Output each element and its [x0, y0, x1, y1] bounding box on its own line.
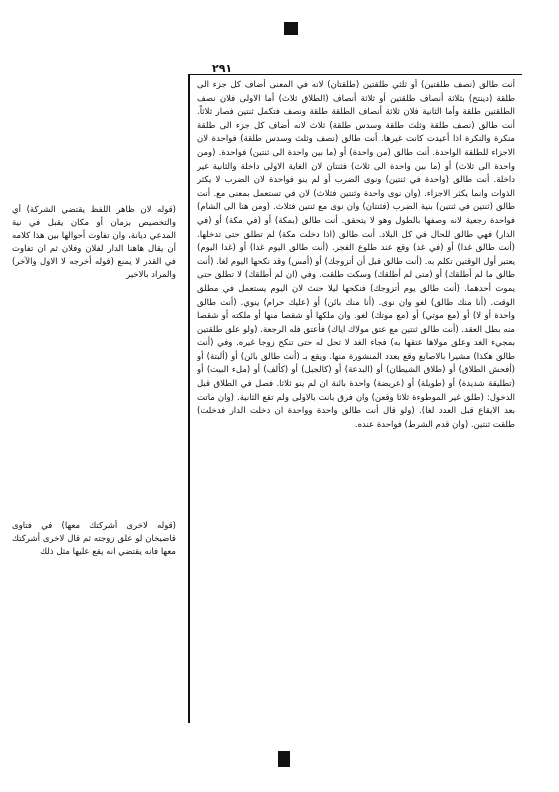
main-text-block — [197, 79, 515, 719]
margin-commentary-lower-paragraph: (قوله لاخرى أشركتك معها) في فتاوى قاضيخان لو علق زوجته ثم قال لاخرى أشركتك معها فانه يقتضي انه يقع عليها مثل ذلك — [12, 521, 176, 557]
main-text-paragraph: أنت طالق (نصف طلقتين) أو ثلثي طلقتين (طلقتان) لانه في المعنى أضاف كل جزء الى طلقة (دينتح) بثلاثة أنصاف طلقتين أو ثلاثة أنصاف (الطلاق ثلاث) أما الاولى فلان نصف الطلقتين طلقة وأما الثانية فلان ثلاثة أنصاف الطلقة طلقة ونصف فتكمل ثنتين فصار ثلاثاً. أنت طالق (نصف طلقة وثلث طلقة وسدس طلقة) ثلاث لانه أضاف كل جزء الى طلقة منكرة والنكرة اذا أعيدت كانت غيرها. أنت طالق (نصف وثلث وسدس طلقة) فواحدة لان الاجزاء للطلقة الواحدة. أنت طالق (من واحدة) أو (ما بين واحدة الى ثنتين) فواحدة. (ومن واحدة الى ثلاث) أو (ما بين واحدة الى ثلاث) فثنتان لان الغاية الاولى داخلة والثانية غير داخلة. أنت طالق (واحدة في ثنتين) ونوى الضرب أو لم ينو فواحدة لان الضرب لا يكثر الذوات وانما يكثر الاجزاء. (وان نوى واحدة وثنتين فثلاث) لان في تستعمل بمعنى مع. أنت طالق (ثنتين في ثنتين) بنية الضرب (فثنتان) وان نوى مع ثنتين فثلاث. (ومن هنا الى الشام) فواحدة رجعية لانه وصفها بالطول وهو لا يتحقق. أنت طالق (بمكة) أو (في مكة) أو (في الدار) فهي طالق للحال في كل البلاد. أنت طالق (اذا دخلت مكة) لم تطلق حتى تدخلها. (أنت طالق غدا) أو (في غد) وقع عند طلوع الفجر. (أنت طالق اليوم غدا) أو (غدا اليوم) يعتبر أول الوقتين تكلم به. (أنت طالق قبل أن أتزوجك) أو (أمس) وقد نكحها اليوم لغا. (أنت طالق ما لم أطلقك) أو (متى لم أطلقك) وسكت طلقت. وفي (ان لم أطلقك) لا تطلق حتى يموت أحدهما. (أنت طالق يوم أتزوجك) فنكحها ليلا حنث لان اليوم يستعمل في مطلق الوقت. (أنا منك طالق) لغو وان نوى. (أنا منك بائن) أو (عليك حرام) ينوي. (أنت طالق واحدة أو لا) أو (مع موتي) أو (مع موتك) لغو. وان ملكها أو شقصا منها أو ملكته أو شقصا منه بطل العقد. (أنت طالق ثنتين مع عتق مولاك اياك) فأعتق فله الرجعة. (ولو علق طلقتين بمجيء الغد وعلق مولاها عتقها به) فجاء الغد لا تحل له حتى تنكح زوجا غيره. وفي (أنت طالق هكذا) مشيرا بالاصابع وقع بعدد المنشورة منها. ويقع بـ (أنت طالق بائن) أو (ألبتة) أو (أفحش الطلاق) أو (طلاق الشيطان) أو (البدعة) أو (كالجبل) أو (كألف) أو (ملء البيت) أو (تطليقة شديدة) أو (طويلة) أو (عريضة) واحدة بائنة ان لم ينو ثلاثا. فصل في الطلاق قبل الدخول: (طلق غير الموطوءة ثلاثا وقعن) وان فرق بانت بالاولى ولم تقع الثانية. (وان ماتت بعد الايقاع قبل العدد لغا). (ولو قال أنت طالق واحدة وواحدة ان دخلت الدار فدخلت) طلقت ثنتين. (وان قدم الشرط) فواحدة عنده. — [197, 80, 515, 430]
margin-commentary-paragraph: (قوله لان ظاهر اللفظ يقتضي الشركة) أي والتخصيص بزمان أو مكان يقبل في نية المدعي ديانة، وان تفاوت أحوالها بين هذا كلامه أن يقال هاهنا الدار لفلان وفلان ثم ان تفاوت في القدر لا يمنع (قوله أخرجه لا الاول والآخر) والمراد بالاخير — [12, 205, 176, 280]
bottom-ink-mark — [278, 751, 290, 767]
page-number: ٢٩١ — [212, 62, 233, 75]
margin-commentary — [12, 204, 176, 524]
margin-commentary-lower — [12, 520, 176, 660]
top-ink-mark — [284, 22, 298, 35]
